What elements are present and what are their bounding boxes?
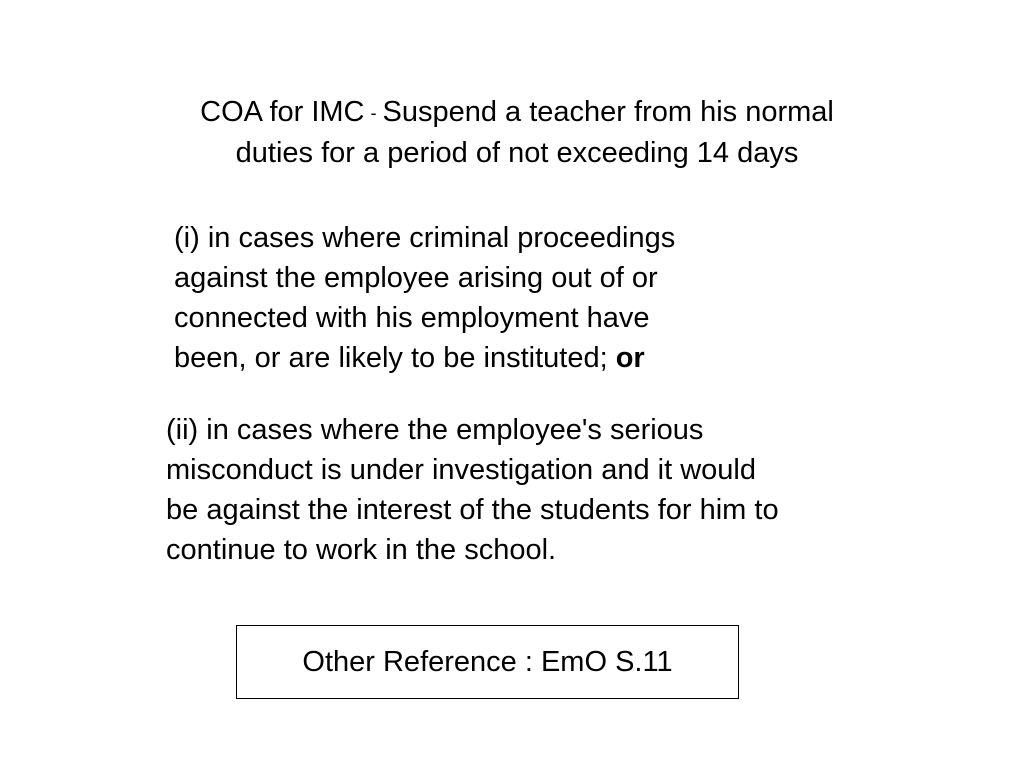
reference-box	[236, 625, 739, 699]
clause-i-emphasis: or	[615, 342, 645, 374]
title-line-1	[0, 92, 1024, 133]
title-line-2: duties for a period of not exceeding 14 days	[235, 137, 799, 169]
clause-ii-line: (ii) in cases where the employee's serious	[166, 414, 704, 446]
slide-title	[0, 92, 1024, 173]
clause-ii-line: continue to work in the school.	[166, 534, 557, 566]
clause-ii-line: misconduct is under investigation and it would	[166, 454, 756, 486]
clause-i-line: connected with his employment have	[174, 302, 650, 334]
clause-ii	[166, 410, 779, 570]
clause-i	[174, 218, 675, 378]
title-prefix: COA for IMC	[200, 96, 365, 128]
title-line-1-rest: Suspend a teacher from his normal	[382, 96, 834, 128]
clause-i-line: against the employee arising out of or	[174, 262, 658, 294]
title-dash: -	[370, 103, 377, 123]
reference-text: Other Reference : EmO S.11	[302, 645, 673, 678]
clause-ii-line: be against the interest of the students for him to	[166, 494, 779, 526]
clause-i-last-text: been, or are likely to be instituted;	[174, 342, 616, 374]
clause-i-last-line	[174, 338, 675, 378]
clause-i-line: (i) in cases where criminal proceedings	[174, 222, 676, 254]
